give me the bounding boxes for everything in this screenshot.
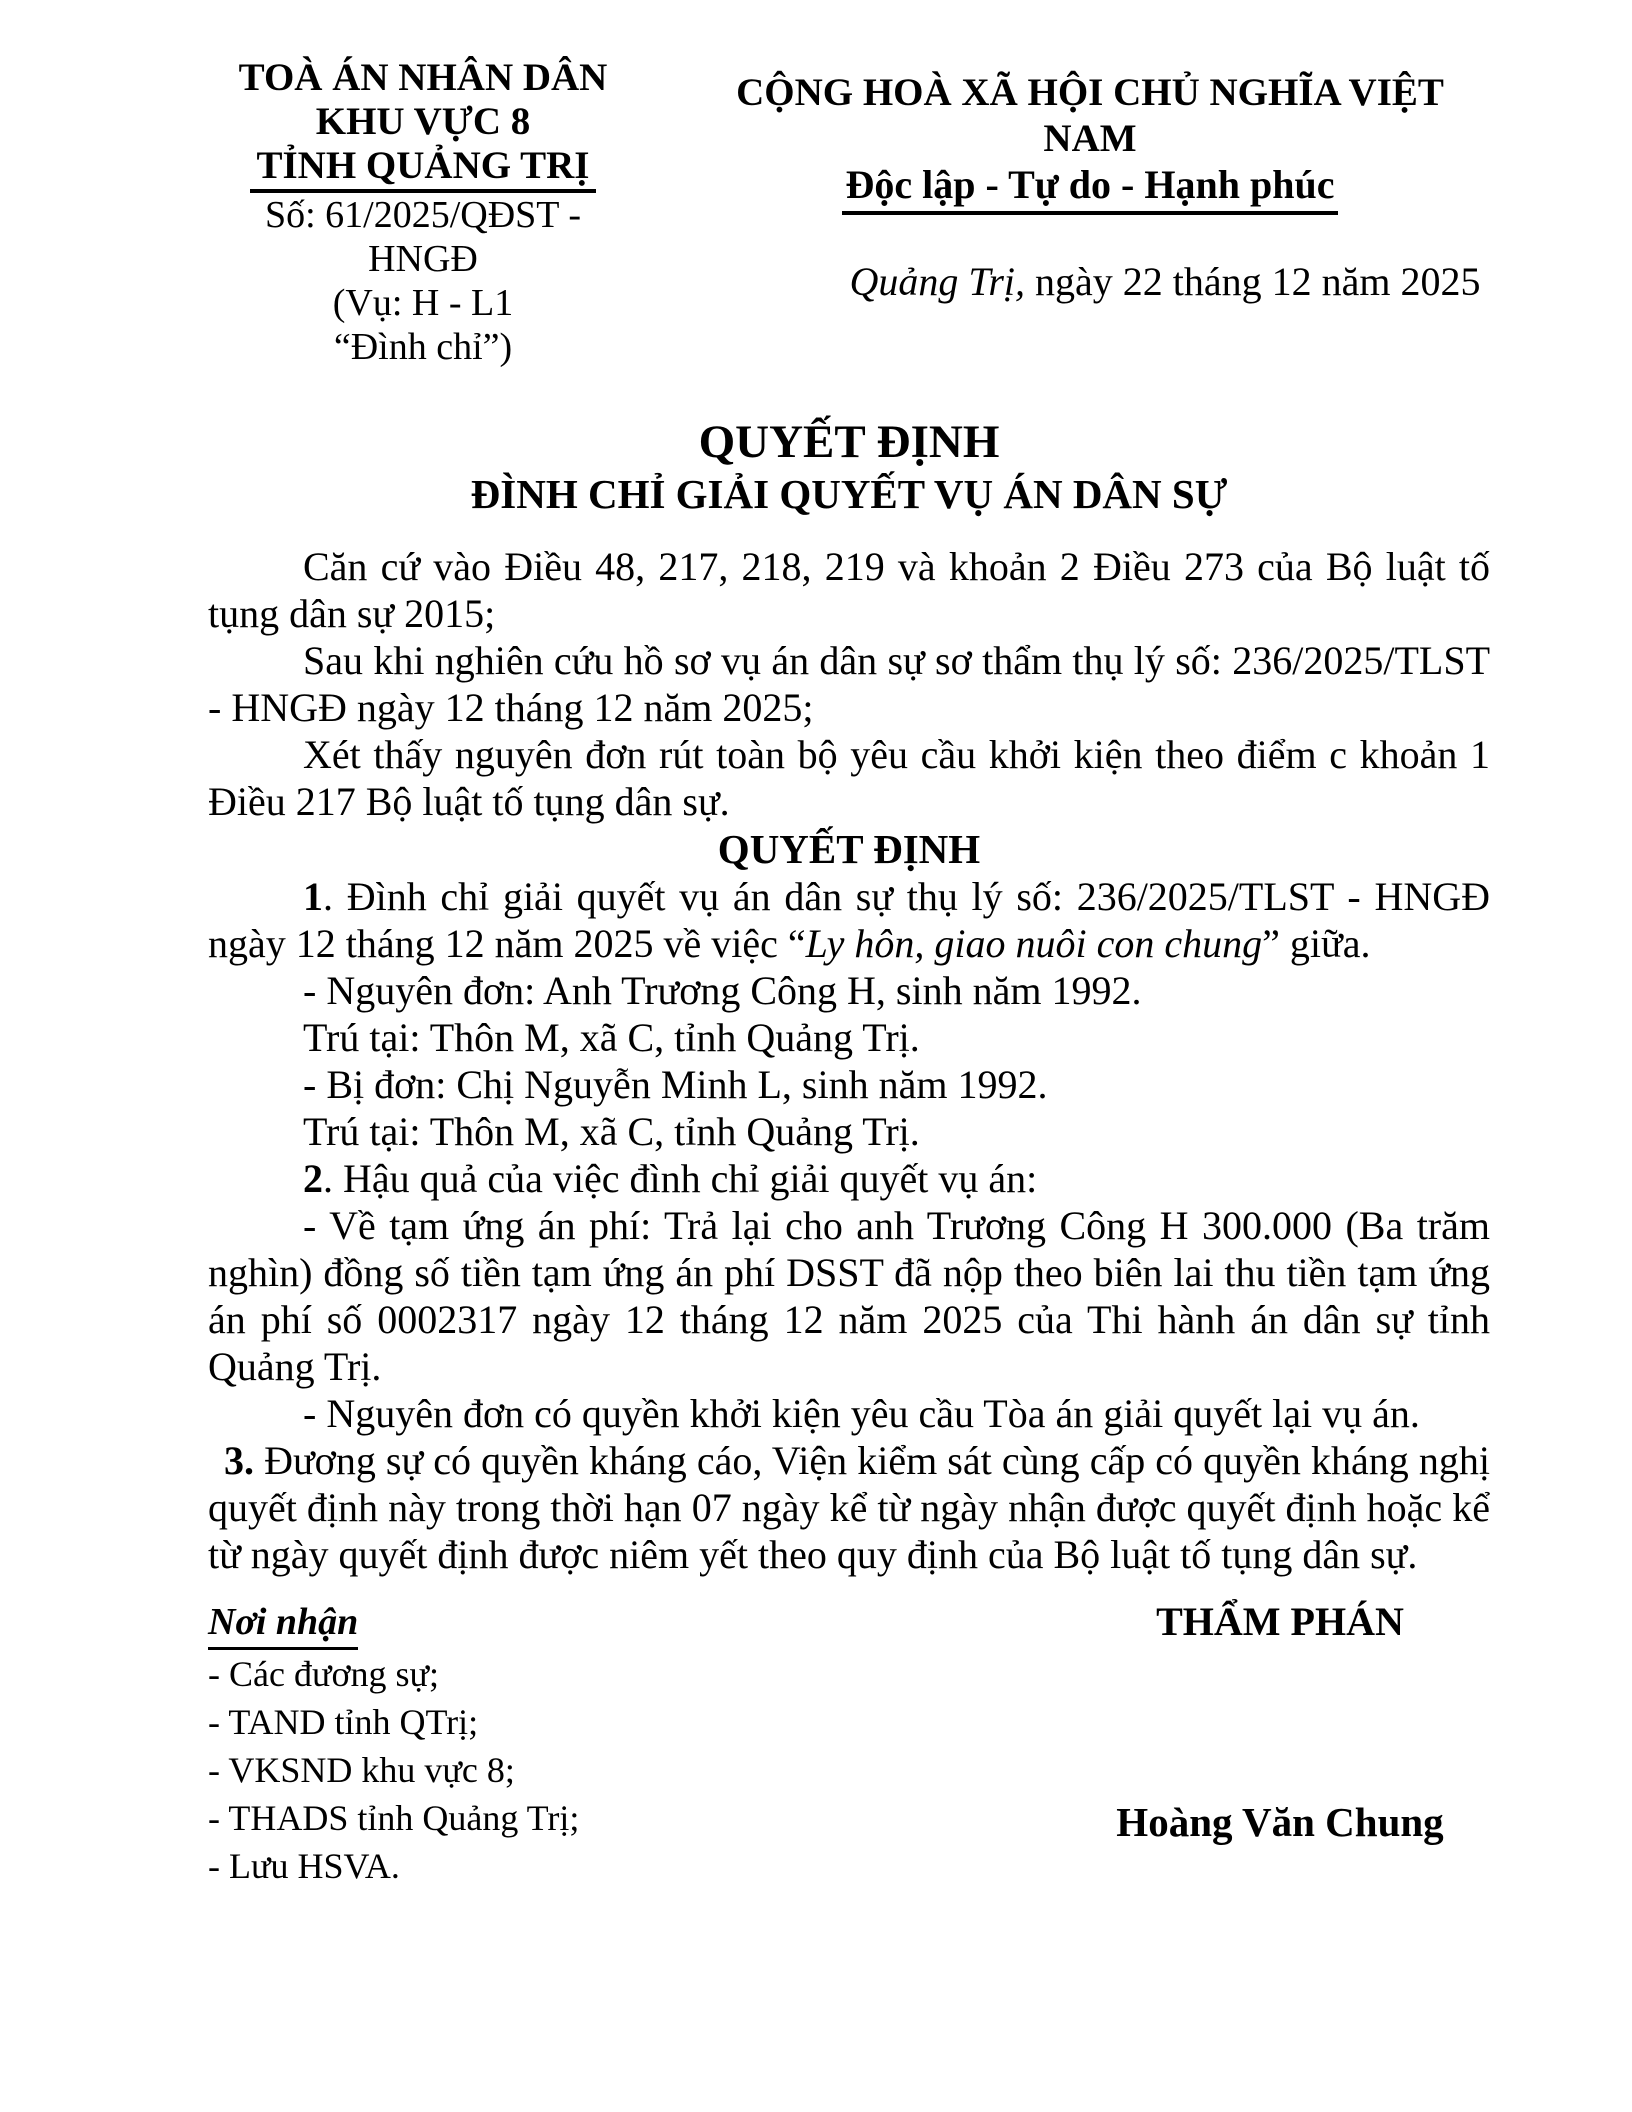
decision-item-2-text: . Hậu quả của việc đình chỉ giải quyết vụ án:	[323, 1156, 1038, 1201]
recipient-item-4: - THADS tỉnh Quảng Trị;	[208, 1798, 580, 1838]
signer-title: THẨM PHÁN	[1156, 1599, 1404, 1644]
signature-block	[1045, 1598, 1515, 1890]
plaintiff-address-line: Trú tại: Thôn M, xã C, tỉnh Quảng Trị.	[303, 1015, 920, 1060]
decision-item-1-text-before: . Đình chỉ giải quyết vụ án dân sự thụ lý số: 236/2025/TLST - HNGĐ ngày 12 tháng 12 năm 2025 về việc “	[208, 874, 1490, 966]
decision-item-3-text: Đương sự có quyền kháng cáo, Viện kiểm sát cùng cấp có quyền kháng nghị quyết định này trong thời hạn 07 ngày kể từ ngày nhận được quyết định hoặc kể từ ngày quyết định được niêm yết theo quy định của Bộ luật tố tụng dân sự.	[208, 1438, 1490, 1577]
court-name-line: TOÀ ÁN NHÂN DÂN	[238, 56, 608, 99]
recipient-item-5: - Lưu HSVA.	[208, 1846, 400, 1886]
recipient-item-3: - VKSND khu vực 8;	[208, 1750, 515, 1790]
document-content	[208, 56, 1490, 1890]
document-footer	[208, 1598, 1490, 1890]
decision-item-3	[208, 1437, 1490, 1578]
decision-number: Số: 61/2025/QĐST - HNGĐ	[264, 194, 581, 280]
country-name-line: CỘNG HOÀ XÃ HỘI CHỦ NGHĨA VIỆT NAM	[736, 71, 1444, 160]
issuing-court-block	[208, 56, 638, 369]
national-motto-text: Độc lập - Tự do - Hạnh phúc	[842, 162, 1339, 215]
decision-item-1-number: 1	[303, 874, 323, 919]
preamble-paragraph-2: Sau khi nghiên cứu hồ sơ vụ án dân sự sơ thẩm thụ lý số: 236/2025/TLST - HNGĐ ngày 12 tháng 12 năm 2025;	[208, 638, 1490, 730]
recipients-block	[208, 1598, 908, 1890]
decision-item-1	[208, 873, 1490, 967]
plaintiff-line: - Nguyên đơn: Anh Trương Công H, sinh năm 1992.	[303, 968, 1142, 1013]
recipient-item-2: - TAND tỉnh QTrị;	[208, 1702, 479, 1742]
decision-item-2-number: 2	[303, 1156, 323, 1201]
issue-date: ngày 22 tháng 12 năm 2025	[1025, 259, 1481, 304]
decision-item-2	[208, 1155, 1490, 1202]
court-province-text: TỈNH QUẢNG TRỊ	[250, 144, 595, 193]
defendant-line: - Bị đơn: Chị Nguyễn Minh L, sinh năm 1992.	[303, 1062, 1048, 1107]
court-region-line: KHU VỰC 8	[315, 100, 531, 143]
document-header	[208, 56, 1490, 369]
decision-item-1-text-after: ” giữa.	[1262, 921, 1371, 966]
national-motto-line	[690, 162, 1490, 215]
document-subtitle: ĐÌNH CHỈ GIẢI QUYẾT VỤ ÁN DÂN SỰ	[470, 471, 1228, 517]
case-name-italic: Ly hôn, giao nuôi con chung	[805, 921, 1263, 966]
consequence-right-to-sue-paragraph: - Nguyên đơn có quyền khởi kiện yêu cầu Tòa án giải quyết lại vụ án.	[303, 1391, 1420, 1436]
court-province-line	[208, 144, 638, 193]
title-block	[208, 415, 1490, 519]
recipients-label-text: Nơi nhận	[208, 1598, 358, 1650]
preamble-paragraph-1: Căn cứ vào Điều 48, 217, 218, 219 và khoản 2 Điều 273 của Bộ luật tố tụng dân sự 2015;	[208, 544, 1490, 636]
case-code-line-1: (Vụ: H - L1	[332, 282, 514, 324]
decision-item-3-number: 3.	[224, 1438, 254, 1483]
case-code-line-2: “Đình chỉ”)	[333, 326, 513, 368]
consequence-fee-paragraph: - Về tạm ứng án phí: Trả lại cho anh Trương Công H 300.000 (Ba trăm nghìn) đồng số tiền tạm ứng án phí DSST đã nộp theo biên lai thu tiền tạm ứng án phí số 0002317 ngày 12 tháng 12 năm 2025 của Thi hành án dân sự tỉnh Quảng Trị.	[208, 1203, 1490, 1389]
recipients-label	[208, 1598, 908, 1650]
document-body	[208, 543, 1490, 1578]
recipient-item-1: - Các đương sự;	[208, 1654, 440, 1694]
defendant-address-line: Trú tại: Thôn M, xã C, tỉnh Quảng Trị.	[303, 1109, 920, 1154]
preamble-paragraph-3: Xét thấy nguyên đơn rút toàn bộ yêu cầu khởi kiện theo điểm c khoản 1 Điều 217 Bộ luật tố tụng dân sự.	[208, 732, 1490, 824]
decides-heading: QUYẾT ĐỊNH	[717, 826, 981, 872]
signer-name: Hoàng Văn Chung	[1116, 1799, 1444, 1845]
national-header-block	[690, 56, 1490, 369]
document-title: QUYẾT ĐỊNH	[698, 416, 1000, 468]
place-name: Quảng Trị,	[849, 259, 1026, 304]
place-date-line	[690, 259, 1490, 305]
